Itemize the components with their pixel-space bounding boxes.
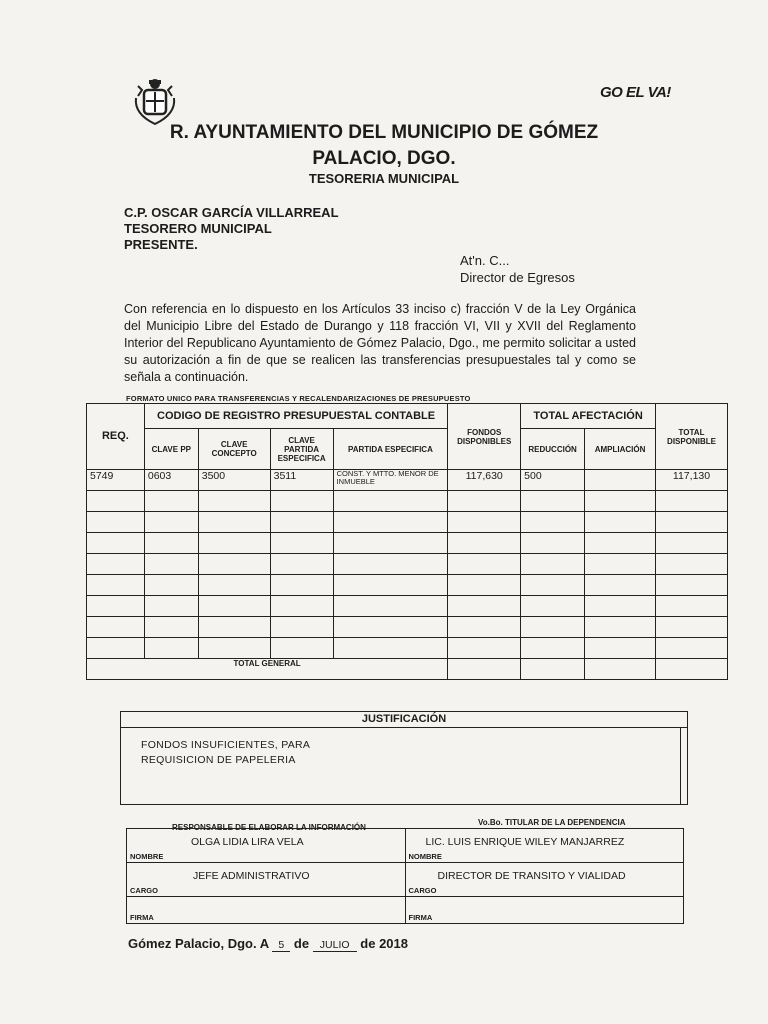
- body-paragraph: Con referencia en lo dispuesto en los Artículos 33 inciso c) fracción V de la Ley Orgánica del Municipio Libre del Estado de Durango y 118 fracción VI, VII y XVII del Reglamento Interior del Republicano Ayuntamiento de Gómez Palacio, Dgo., me permito solicitar a usted su autorización a fin de que se realicen las transferencias presupuestales tal y como se señala a continuación.: [124, 302, 636, 384]
- header-reduccion: REDUCCIÓN: [521, 429, 585, 470]
- cell-req: 5749: [87, 470, 145, 491]
- left-nombre-label: NOMBRE: [130, 852, 164, 861]
- brand-logo: GO EL VA!: [600, 84, 671, 101]
- table-row: [87, 638, 728, 659]
- date-month: JULIO: [313, 939, 357, 952]
- left-cargo-value: JEFE ADMINISTRATIVO: [193, 870, 310, 882]
- signature-table: [126, 828, 684, 924]
- header-clave-concepto: CLAVE CONCEPTO: [198, 429, 270, 470]
- right-cargo-value: DIRECTOR DE TRANSITO Y VIALIDAD: [437, 870, 626, 882]
- left-cargo-label: CARGO: [130, 886, 158, 895]
- page-title-line2: PALACIO, DGO.: [312, 148, 456, 169]
- table-row: [87, 596, 728, 617]
- left-nombre-value: OLGA LIDIA LIRA VELA: [191, 836, 304, 848]
- cell-clave-concepto: 3500: [198, 470, 270, 491]
- table-row: [87, 617, 728, 638]
- cell-clave-partida: 3511: [270, 470, 333, 491]
- date-year: de 2018: [360, 936, 408, 951]
- form-title: FORMATO UNICO PARA TRANSFERENCIAS Y RECALENDARIZACIONES DE PRESUPUESTO: [126, 394, 471, 403]
- header-fondos: FONDOS DISPONIBLES: [448, 404, 521, 470]
- addressee-salutation: PRESENTE.: [124, 237, 198, 252]
- total-row: [87, 659, 728, 680]
- header-clave-partida: CLAVE PARTIDA ESPECIFICA: [270, 429, 333, 470]
- total-general-label: TOTAL GENERAL: [87, 659, 448, 680]
- date-day: 5: [272, 939, 290, 952]
- right-nombre-value: LIC. LUIS ENRIQUE WILEY MANJARREZ: [425, 836, 625, 848]
- right-cargo-label: CARGO: [408, 886, 437, 895]
- table-row: [87, 575, 728, 596]
- cell-total: 117,130: [656, 470, 728, 491]
- justification-box: [120, 711, 688, 805]
- cell-reduccion: 500: [521, 470, 585, 491]
- header-partida-especifica: PARTIDA ESPECIFICA: [333, 429, 448, 470]
- table-row: [87, 470, 728, 491]
- table-row: [87, 491, 728, 512]
- cell-clave-pp: 0603: [144, 470, 198, 491]
- addressee-name: C.P. OSCAR GARCÍA VILLARREAL: [124, 205, 339, 220]
- attention-role: Director de Egresos: [460, 270, 575, 285]
- header-req: REQ.: [87, 404, 145, 470]
- header-clave-pp: CLAVE PP: [144, 429, 198, 470]
- table-row: [87, 554, 728, 575]
- date-de: de: [293, 936, 310, 951]
- cell-ampliacion: [585, 470, 656, 491]
- date-place: Gómez Palacio, Dgo. A: [128, 936, 269, 951]
- date-line: [128, 936, 408, 952]
- left-firma-label: FIRMA: [130, 913, 154, 922]
- header-total-disponible: TOTAL DISPONIBLE: [656, 404, 728, 470]
- cell-fondos: 117,630: [448, 470, 521, 491]
- budget-transfer-table: [86, 403, 728, 680]
- page-title: R. AYUNTAMIENTO DEL MUNICIPIO DE GÓMEZ: [169, 122, 599, 143]
- municipal-seal-icon: [130, 76, 180, 126]
- justification-line1: FONDOS INSUFICIENTES, PARA: [141, 739, 311, 751]
- justification-line2: REQUISICION DE PAPELERIA: [141, 754, 296, 766]
- addressee-role: TESORERO MUNICIPAL: [124, 221, 272, 236]
- right-firma-label: FIRMA: [408, 913, 433, 922]
- header-total-afectacion: TOTAL AFECTACIÓN: [521, 404, 656, 429]
- right-nombre-label: NOMBRE: [408, 852, 442, 861]
- table-row: [87, 533, 728, 554]
- header-ampliacion: AMPLIACIÓN: [585, 429, 656, 470]
- approval-header: Vo.Bo. TITULAR DE LA DEPENDENCIA: [478, 818, 626, 827]
- justification-title: JUSTIFICACIÓN: [121, 712, 687, 728]
- table-row: [87, 512, 728, 533]
- header-codigo: CODIGO DE REGISTRO PRESUPUESTAL CONTABLE: [144, 404, 447, 429]
- page-subtitle: TESORERIA MUNICIPAL: [308, 171, 460, 186]
- attention-line: At'n. C...: [460, 253, 510, 268]
- cell-partida: CONST. Y MTTO. MENOR DE INMUEBLE: [333, 470, 448, 491]
- responsible-header: RESPONSABLE DE ELABORAR LA INFORMACIÓN: [172, 823, 366, 832]
